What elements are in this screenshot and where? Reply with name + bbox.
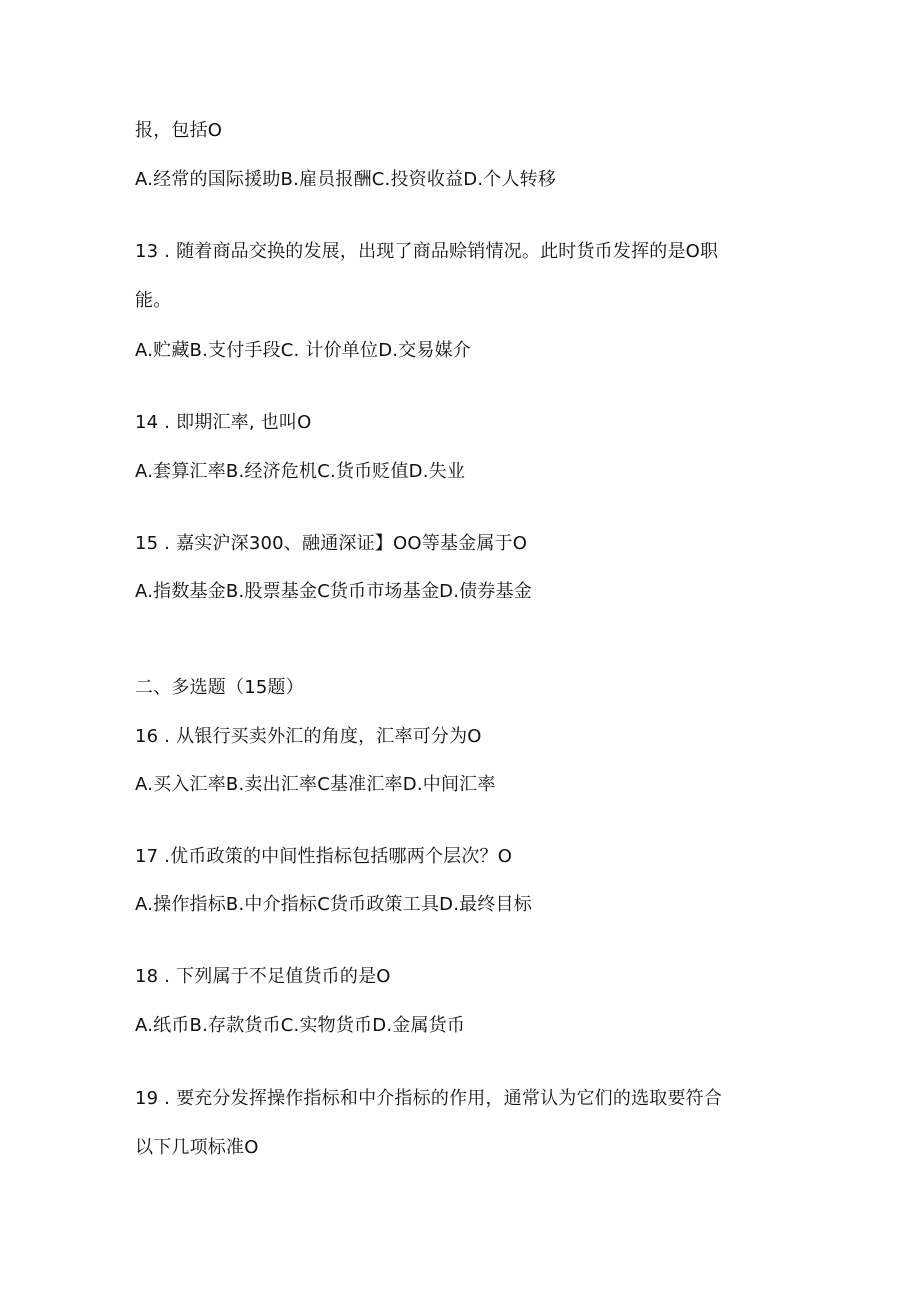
q17-options: A.操作指标B.中介指标C货币政策工具D.最终目标 xyxy=(135,894,532,915)
q14-stem: 14 . 即期汇率, 也叫O xyxy=(135,412,312,433)
q14-options: A.套算汇率B.经济危机C.货币贬值D.失业 xyxy=(135,461,466,482)
q16-options: A.买入汇率B.卖出汇率C基准汇率D.中间汇率 xyxy=(135,774,496,795)
q19-stem-line1: 19 . 要充分发挥操作指标和中介指标的作用，通常认为它们的选取要符合 xyxy=(135,1088,723,1109)
q19-stem-line2: 以下几项标准O xyxy=(135,1137,259,1158)
q12-continuation: 报，包括O xyxy=(135,120,223,141)
q13-options: A.贮藏B.支付手段C. 计价单位D.交易媒介 xyxy=(135,340,471,361)
q16-stem: 16 . 从银行买卖外汇的角度，汇率可分为O xyxy=(135,726,482,747)
q15-stem: 15 . 嘉实沪深300、融通深证】OO等基金属于O xyxy=(135,533,528,554)
q18-options: A.纸币B.存款货币C.实物货币D.金属货币 xyxy=(135,1015,466,1036)
q18-stem: 18 . 下列属于不足值货币的是O xyxy=(135,966,391,987)
q13-stem-line1: 13 . 随着商品交换的发展，出现了商品赊销情况。此时货币发挥的是O职 xyxy=(135,241,719,262)
q13-stem-line2: 能。 xyxy=(135,290,172,311)
q15-options: A.指数基金B.股票基金C货币市场基金D.债券基金 xyxy=(135,581,532,602)
q17-stem: 17 .优币政策的中间性指标包括哪两个层次？O xyxy=(135,846,513,867)
q12-options: A.经常的国际援助B.雇员报酬C.投资收益D.个人转移 xyxy=(135,169,557,190)
section-heading: 二、多选题（15题） xyxy=(135,677,304,698)
